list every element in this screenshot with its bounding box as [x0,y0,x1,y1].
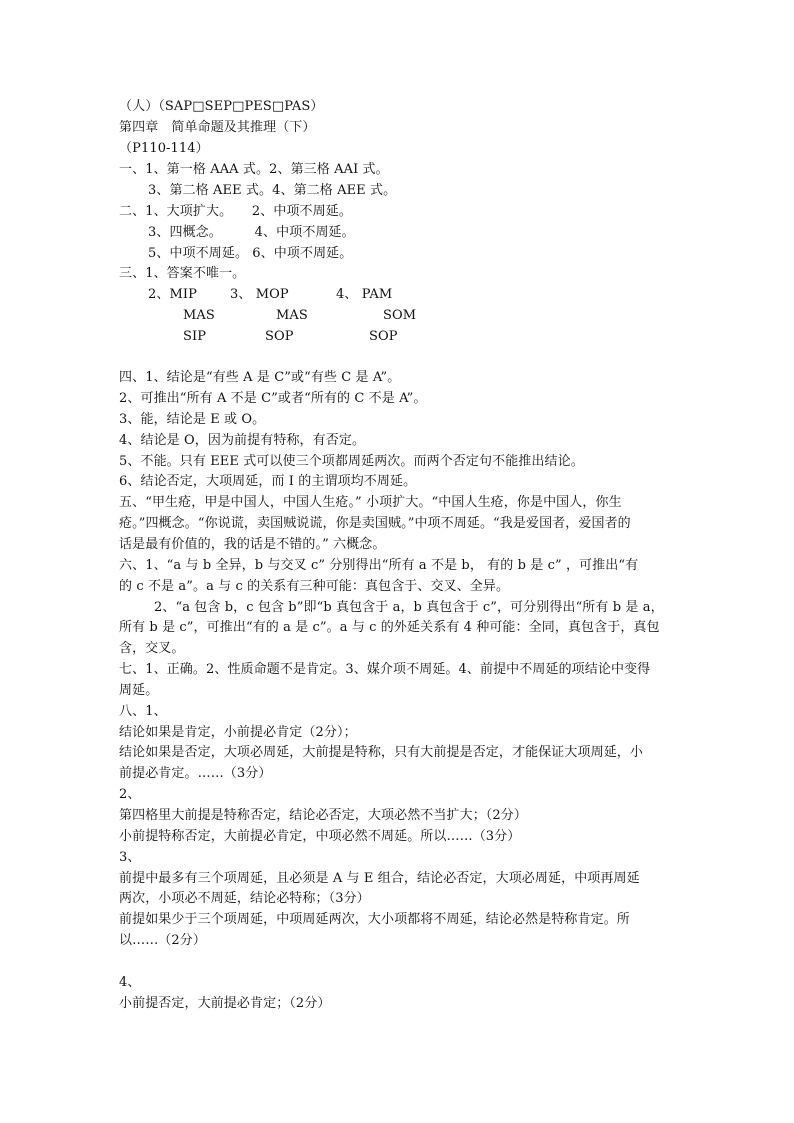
text-line: 2、 [119,787,141,802]
text-line: 八、1、 [119,704,167,719]
text-line: 七、1、正确。2、性质命题不是肯定。3、媒介项不周延。4、前提中不周延的项结论中变得 [119,662,651,677]
text-line: 两次，小项必不周延，结论必特称；（3分） [119,891,370,906]
text-line: 周延。 [119,683,159,698]
text-line: 第四格里大前提是特称否定，结论必否定，大项必然不当扩大；（2分） [119,808,527,823]
page-reference: （P110-114） [119,141,209,156]
text-line: 所有 b 是 c”，可推出“有的 a 是 c”。a 与 c 的外延关系有 4 种可能：全同，真包含于，真包 [119,620,660,635]
text-line: 二、1、大项扩大。 2、中项不周延。 [119,204,352,219]
text-line: 一、1、第一格 AAA 式。2、第三格 AAI 式。 [119,162,389,177]
text-line: 前提必肯定。……（3分） [119,766,272,781]
syllogism-figure-3-line3: SOP [265,329,294,344]
text-line: 2、“a 包含 b，c 包含 b”即“b 真包含于 a，b 真包含于 c”，可分别得出“所有 b 是 a， [154,600,664,615]
text-line: 3、 [119,850,141,865]
text-line: 3、四概念。 4、中项不周延。 [148,225,355,240]
text-line: 三、1、答案不唯一。 [119,266,246,281]
text-line: 以……（2分） [119,933,206,948]
text-line: 六、1、“a 与 b 全异，b 与交叉 c” 分别得出“所有 a 不是 b， 有的 b 是 c” ，可推出“有 [119,558,639,573]
syllogism-figure-4-line2: SOM [383,308,417,323]
syllogism-figure-4-line3: SOP [369,329,398,344]
text-line: 含，交叉。 [119,641,185,656]
text-line: 四、1、结论是“有些 A 是 C”或“有些 C 是 A”。 [119,370,401,385]
text-line: 小前提否定，大前提必肯定；（2分） [119,996,331,1011]
text-line: 5、中项不周延。 6、中项不周延。 [148,246,353,261]
text-line: 小前提特称否定，大前提必肯定，中项必然不周延。所以……（3分） [119,829,521,844]
text-line: 疮。”四概念。“你说谎，卖国贼说谎，你是卖国贼。”中项不周延。“我是爱国者，爱国者的 [119,516,631,531]
text-line: 2、可推出“所有 A 不是 C”或者“所有的 C 不是 A”。 [119,391,427,406]
text-line: 5、不能。只有 EEE 式可以使三个项都周延两次。而两个否定句不能推出结论。 [119,454,584,469]
text-line: 结论如果是肯定，小前提必肯定（2分）； [119,725,357,740]
text-line: 结论如果是否定，大项必周延，大前提是特称，只有大前提是否定，才能保证大项周延，小 [119,745,644,760]
text-line: 前提如果少于三个项周延，中项周延两次，大小项都将不周延，结论必然是特称肯定。所 [119,912,630,927]
text-line: 五、“甲生疮，甲是中国人，中国人生疮。” 小项扩大。“中国人生疮，你是中国人，你生 [119,495,622,510]
text-line: 3、能，结论是 E 或 O。 [119,412,266,427]
text-line: 6、结论否定，大项周延，而 I 的主谓项均不周延。 [119,474,417,489]
syllogism-figure-2-line3: SIP [183,329,207,344]
text-line: 的 c 不是 a”。a 与 c 的关系有三种可能：真包含于、交叉、全异。 [119,579,510,594]
text-line: 4、结论是 O，因为前提有特称，有否定。 [119,433,366,448]
chapter-heading: 第四章 简单命题及其推理（下） [119,120,316,135]
syllogism-figure-3-line1: 3、 MOP [230,287,289,302]
text-line: 4、 [119,975,141,990]
syllogism-figure-3-line2: MAS [276,308,308,323]
syllogism-figure-2-line1: 2、MIP [148,287,197,302]
syllogism-figure-4-line1: 4、 PAM [336,287,393,302]
text-line: （人）（SAP□SEP□PES□PAS） [119,99,324,114]
text-line: 前提中最多有三个项周延，且必须是 A 与 E 组合，结论必否定，大项必周延，中项再周延 [119,871,640,886]
text-line: 话是最有价值的，我的话是不错的。” 六概念。 [119,537,386,552]
syllogism-figure-2-line2: MAS [183,308,215,323]
text-line: 3、第二格 AEE 式。4、第二格 AEE 式。 [148,183,397,198]
